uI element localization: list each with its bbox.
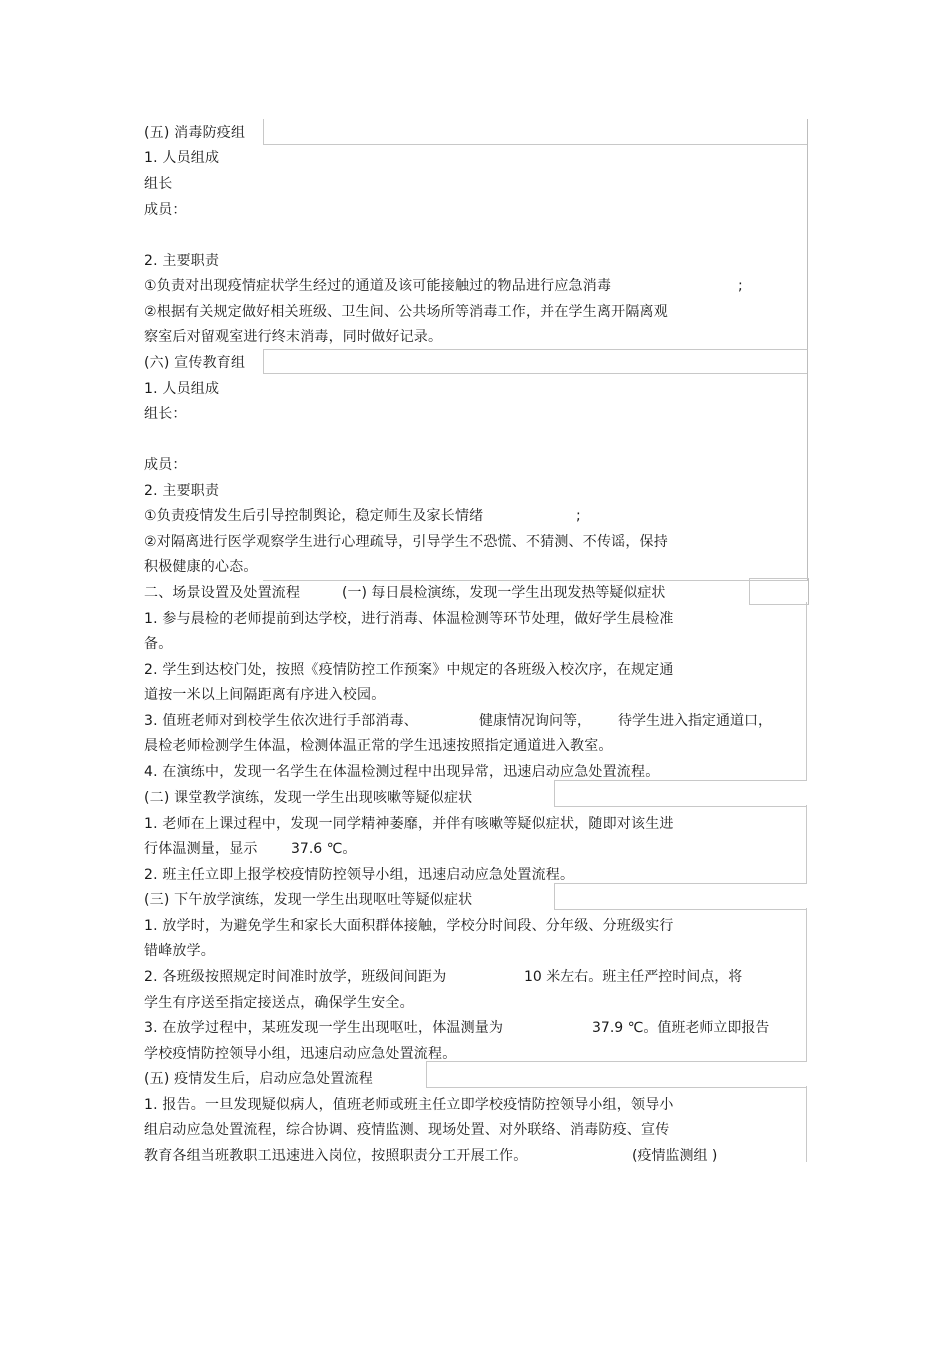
subheading: 2. 主要职责 — [144, 253, 220, 269]
drill-title: (一) 每日晨检演练，发现一学生出现发热等疑似症状 — [342, 585, 666, 601]
flow-title: (五) 疫情发生后，启动应急处置流程 — [144, 1071, 373, 1087]
duty-text: ②根据有关规定做好相关班级、卫生间、公共场所等消毒工作，并在学生离开隔离观 — [144, 304, 668, 320]
cell-border — [749, 578, 809, 605]
cell-border — [426, 1061, 807, 1088]
body-text: 健康情况询问等， — [479, 713, 591, 729]
temperature-value: 37.9 ℃。值班老师立即报告 — [592, 1020, 770, 1036]
body-text: 1. 老师在上课过程中，发现一同学精神萎靡，并伴有咳嗽等疑似症状，随即对该生进 — [144, 816, 674, 832]
drill-title: (二) 课堂教学演练，发现一学生出现咳嗽等疑似症状 — [144, 790, 473, 806]
body-text: 学校疫情防控领导小组，迅速启动应急处置流程。 — [144, 1046, 457, 1062]
body-text: 道按一米以上间隔距离有序进入校园。 — [144, 687, 386, 703]
cell-border — [806, 1086, 807, 1162]
body-text: 1. 报告。一旦发现疑似病人，值班老师或班主任立即学校疫情防控领导小组，领导小 — [144, 1097, 674, 1113]
section-heading: (五) 消毒防疫组 — [144, 125, 246, 141]
duty-text: ②对隔离进行医学观察学生进行心理疏导，引导学生不恐慌、不猜测、不传谣，保持 — [144, 534, 668, 550]
duty-text-end: ; — [576, 508, 581, 524]
cell-border — [806, 908, 807, 1061]
group-note: (疫情监测组 ) — [632, 1148, 718, 1164]
body-text: 组启动应急处置流程，综合协调、疫情监测、现场处置、对外联络、消毒防疫、宣传 — [144, 1122, 670, 1138]
body-text: 2. 各班级按照规定时间准时放学，班级间间距为 — [144, 969, 447, 985]
duty-text-end: ; — [738, 278, 743, 294]
body-text: 3. 在放学过程中，某班发现一学生出现呕吐，体温测量为 — [144, 1020, 504, 1036]
body-text: 2. 学生到达校门处，按照《疫情防控工作预案》中规定的各班级入校次序，在规定通 — [144, 662, 674, 678]
body-text: 学生有序送至指定接送点，确保学生安全。 — [144, 995, 414, 1011]
body-text: 3. 值班老师对到校学生依次进行手部消毒、 — [144, 713, 419, 729]
body-text: 错峰放学。 — [144, 943, 215, 959]
cell-border — [263, 373, 807, 374]
drill-title: (三) 下午放学演练，发现一学生出现呕吐等疑似症状 — [144, 892, 473, 908]
body-text: 1. 放学时，为避免学生和家长大面积群体接触，学校分时间段、分年级、分班级实行 — [144, 918, 674, 934]
body-text: 晨检老师检测学生体温，检测体温正常的学生迅速按照指定通道进入教室。 — [144, 738, 613, 754]
leader-label: 组长： — [144, 406, 187, 422]
body-text: 备。 — [144, 636, 173, 652]
body-text: 教育各组当班教职工迅速进入岗位，按照职责分工开展工作。 — [144, 1148, 528, 1164]
duty-text: ①负责对出现疫情症状学生经过的通道及该可能接触过的物品进行应急消毒 — [144, 278, 612, 294]
members-label: 成员： — [144, 457, 187, 473]
duty-text: ①负责疫情发生后引导控制舆论，稳定师生及家长情绪 — [144, 508, 484, 524]
cell-border — [554, 883, 807, 910]
cell-border — [554, 780, 807, 807]
duty-text: 察室后对留观室进行终末消毒，同时做好记录。 — [144, 329, 443, 345]
body-text: 待学生进入指定通道口， — [618, 713, 772, 729]
leader-label: 组长 — [144, 176, 173, 192]
subheading: 1. 人员组成 — [144, 150, 220, 166]
body-text: 4. 在演练中，发现一名学生在体温检测过程中出现异常，迅速启动应急处置流程。 — [144, 764, 660, 780]
temperature-value: 37.6 ℃。 — [291, 841, 357, 857]
subheading: 1. 人员组成 — [144, 381, 220, 397]
part-title: 二、场景设置及处置流程 — [144, 585, 301, 601]
section-heading: (六) 宣传教育组 — [144, 355, 246, 371]
cell-border — [263, 350, 264, 374]
cell-border — [806, 805, 807, 883]
members-label: 成员： — [144, 202, 187, 218]
subheading: 2. 主要职责 — [144, 483, 220, 499]
cell-border — [263, 144, 807, 145]
cell-border — [263, 119, 265, 145]
duty-text: 积极健康的心态。 — [144, 559, 258, 575]
body-text: 2. 班主任立即上报学校疫情防控领导小组，迅速启动应急处置流程。 — [144, 867, 575, 883]
body-text: 行体温测量，显示 — [144, 841, 258, 857]
body-text: 1. 参与晨检的老师提前到达学校，进行消毒、体温检测等环节处理，做好学生晨检准 — [144, 611, 674, 627]
distance-value: 10 米左右。班主任严控时间点，将 — [524, 969, 743, 985]
cell-border — [806, 602, 807, 780]
